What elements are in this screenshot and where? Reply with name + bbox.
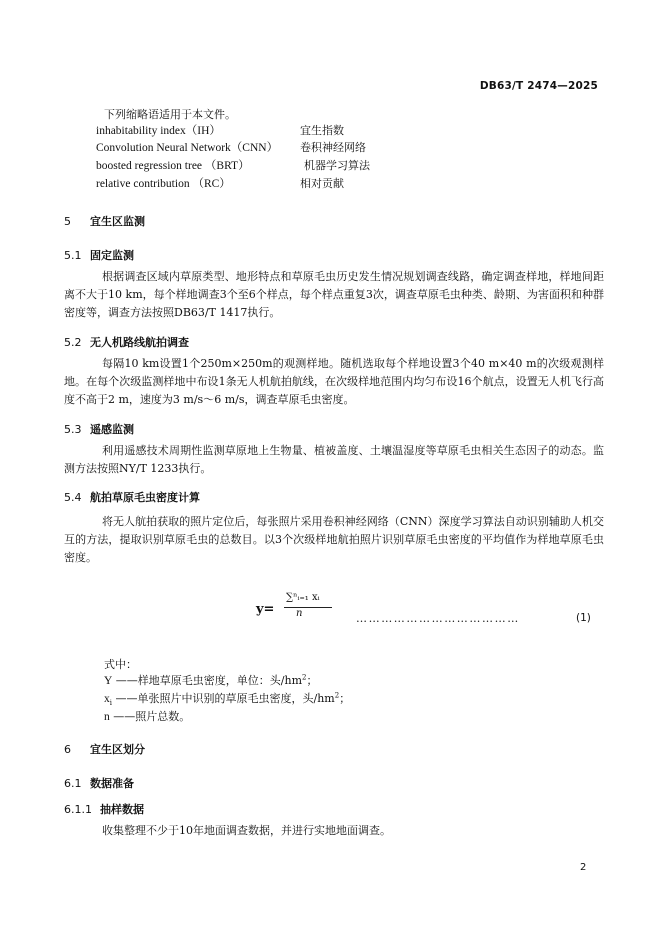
line-end: ； <box>306 674 318 687</box>
section-title: 航拍草原毛虫密度计算 <box>90 491 200 504</box>
variable-description: ——单张照片中识别的草原毛虫密度，头/hm <box>112 692 335 705</box>
line-end: ； <box>339 692 351 705</box>
paragraph-5-3: 利用遥感技术周期性监测草原地上生物量、植被盖度、土壤温湿度等草原毛虫相关生态因子的动态。监测方法按照NY/T 1233执行。 <box>64 444 604 475</box>
paragraph-5-4: 将无人航拍获取的照片定位后，每张照片采用卷积神经网络（CNN）深度学习算法自动识别辅助人机交互的方法，提取识别草原毛虫的总数目。以3个次级样地航拍照片识别草原毛虫密度的平均值作为样地草原毛虫密度。 <box>64 515 604 564</box>
section-heading-5 <box>64 213 145 229</box>
abbreviation-row <box>96 158 370 174</box>
abbreviation-row <box>96 140 366 156</box>
variable-symbol: n <box>104 711 110 723</box>
variable-symbol: Y <box>104 675 113 687</box>
paragraph-5-2: 每隔10 km设置1个250m×250m的观测样地。随机选取每个样地设置3个40 m×40 m的次级观测样地。在每个次级监测样地中布设1条无人机航拍航线，在次级样地范围内均匀布设16个航点，设置无人机飞行高度不高于2 m，速度为3 m/s～6 m/s，调查草原毛虫密度。 <box>64 357 604 406</box>
unit-exponent: 2 <box>334 691 340 700</box>
abbreviation-english: inhabitability index（IH） <box>96 125 221 137</box>
fraction-bar <box>284 607 332 608</box>
formula-numerator: ∑ⁿᵢ₌₁ xᵢ <box>286 592 320 603</box>
section-heading-6-1-1 <box>64 801 144 817</box>
section-title: 数据准备 <box>90 777 134 790</box>
abbreviation-english: Convolution Neural Network（CNN） <box>96 142 279 154</box>
variable-definition <box>104 672 318 688</box>
section-heading-5-3 <box>64 421 134 437</box>
abbreviation-english: boosted regression tree （BRT） <box>96 160 250 172</box>
section-number: 5 <box>64 215 71 228</box>
where-label: 式中： <box>104 658 137 671</box>
formula-leader-dots: ………………………………… <box>356 612 520 625</box>
section-number: 5.3 <box>64 423 82 436</box>
abbreviation-chinese: 宜生指数 <box>300 124 344 137</box>
section-title: 宜生区划分 <box>90 743 145 756</box>
section-title: 宜生区监测 <box>90 215 145 228</box>
section-heading-5-1 <box>64 247 134 263</box>
section-heading-5-4 <box>64 489 200 505</box>
variable-symbol: x <box>104 693 110 705</box>
section-title: 固定监测 <box>90 249 134 262</box>
page-number: 2 <box>580 862 587 873</box>
section-number: 5.2 <box>64 336 82 349</box>
section-title: 抽样数据 <box>100 803 144 816</box>
variable-subscript: i <box>109 699 112 708</box>
equation-number: (1) <box>576 612 591 624</box>
variable-definition <box>104 708 190 724</box>
section-number: 5.4 <box>64 491 82 504</box>
formula-denominator: n <box>296 608 303 619</box>
section-number: 6.1.1 <box>64 803 92 816</box>
section-number: 6 <box>64 743 71 756</box>
abbreviation-row <box>96 176 344 192</box>
abbreviation-chinese: 相对贡献 <box>300 177 344 190</box>
abbreviation-chinese: 卷积神经网络 <box>300 141 366 154</box>
paragraph-5-1: 根据调查区域内草原类型、地形特点和草原毛虫历史发生情况规划调查线路，确定调查样地，样地间距离不大于10 km，每个样地调查3个至6个样点，每个样点重复3次，调查草原毛虫种类、龄期、为害面积和种群密度等，调查方法按照DB63/T 1417执行。 <box>64 270 604 319</box>
section-title: 遥感监测 <box>90 423 134 436</box>
section-number: 5.1 <box>64 249 82 262</box>
variable-definition <box>104 690 350 707</box>
section-heading-6 <box>64 741 145 757</box>
abbreviations-intro: 下列缩略语适用于本文件。 <box>104 108 236 121</box>
paragraph-6-1-1: 收集整理不少于10年地面调查数据，并进行实地地面调查。 <box>102 824 391 837</box>
abbreviation-english: relative contribution （RC） <box>96 178 231 190</box>
section-number: 6.1 <box>64 777 82 790</box>
document-id: DB63/T 2474—2025 <box>479 80 598 92</box>
abbreviation-chinese: 机器学习算法 <box>304 159 370 172</box>
section-heading-5-2 <box>64 334 189 350</box>
abbreviation-row <box>96 123 344 139</box>
unit-exponent: 2 <box>302 673 307 682</box>
variable-description: ——样地草原毛虫密度，单位：头/hm <box>112 674 303 687</box>
formula-lhs: y= <box>256 602 275 617</box>
variable-description: ——照片总数。 <box>109 710 191 723</box>
section-title: 无人机路线航拍调查 <box>90 336 189 349</box>
section-heading-6-1 <box>64 775 134 791</box>
